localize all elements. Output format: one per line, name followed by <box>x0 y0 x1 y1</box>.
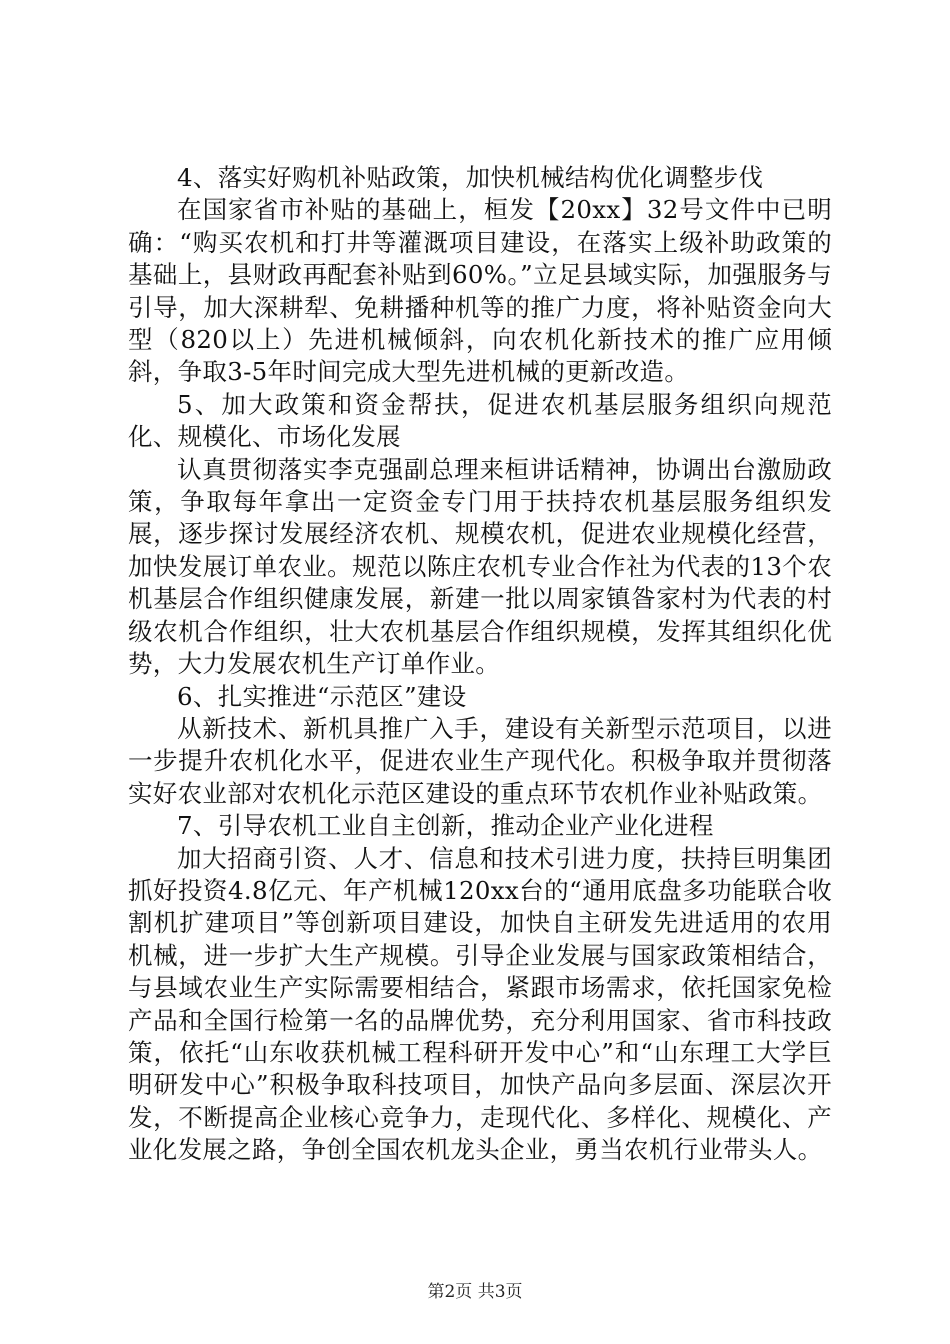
body-paragraph: 从新技术、新机具推广入手，建设有关新型示范项目，以进一步提升农机化水平，促进农业生产现代化。积极争取并贯彻落实好农业部对农机化示范区建设的重点环节农机作业补贴政策。 <box>128 713 832 808</box>
section-heading-7: 7、引导农机工业自主创新，推动企业产业化进程 <box>177 811 714 841</box>
section-heading-4: 4、落实好购机补贴政策，加快机械结构优化调整步伐 <box>177 163 764 192</box>
document-body <box>128 162 832 1167</box>
body-paragraph: 加大招商引资、人才、信息和技术引进力度，扶持巨明集团抓好投资4.8亿元、年产机械120xx台的“通用底盘多功能联合收割机扩建项目”等创新项目建设，加快自主研发先进适用的农用机械，进一步扩大生产规模。引导企业发展与国家政策相结合，与县域农业生产实际需要相结合，紧跟市场需求，依托国家免检产品和全国行检第一名的品牌优势，充分利用国家、省市科技政策，依托“山东收获机械工程科研开发中心”和“山东理工大学巨明研发中心”积极争取科技项目，加快产品向多层面、深层次开发，不断提高企业核心竞争力，走现代化、多样化、规模化、产业化发展之路，争创全国农机龙头企业，勇当农机行业带头人。 <box>128 843 833 1165</box>
body-paragraph: 在国家省市补贴的基础上，桓发【20xx】32号文件中已明确：“购买农机和打井等灌溉项目建设，在落实上级补助政策的基础上，县财政再配套补贴到60%。”立足县域实际，加强服务与引导，加大深耕犁、免耕播种机等的推广力度，将补贴资金向大型（820以上）先进机械倾斜，向农机化新技术的推广应用倾斜，争取3-5年时间完成大型先进机械的更新改造。 <box>128 195 833 387</box>
section-heading-6: 6、扎实推进“示范区”建设 <box>177 681 467 711</box>
page-number-footer: 第2页 共3页 <box>427 1282 523 1302</box>
body-paragraph: 认真贯彻落实李克强副总理来桓讲话精神，协调出台激励政策，争取每年拿出一定资金专门用于扶持农机基层服务组织发展，逐步探讨发展经济农机、规模农机，促进农业规模化经营，加快发展订单农业。规范以陈庄农机专业合作社为代表的13个农机基层合作组织健康发展，新建一批以周家镇昝家村为代表的村级农机合作组织，壮大农机基层合作组织规模，发挥其组织化优势，大力发展农机生产订单作业。 <box>128 454 832 679</box>
section-heading-5: 5、加大政策和资金帮扶，促进农机基层服务组织向规范化、规模化、市场化发展 <box>128 389 832 452</box>
